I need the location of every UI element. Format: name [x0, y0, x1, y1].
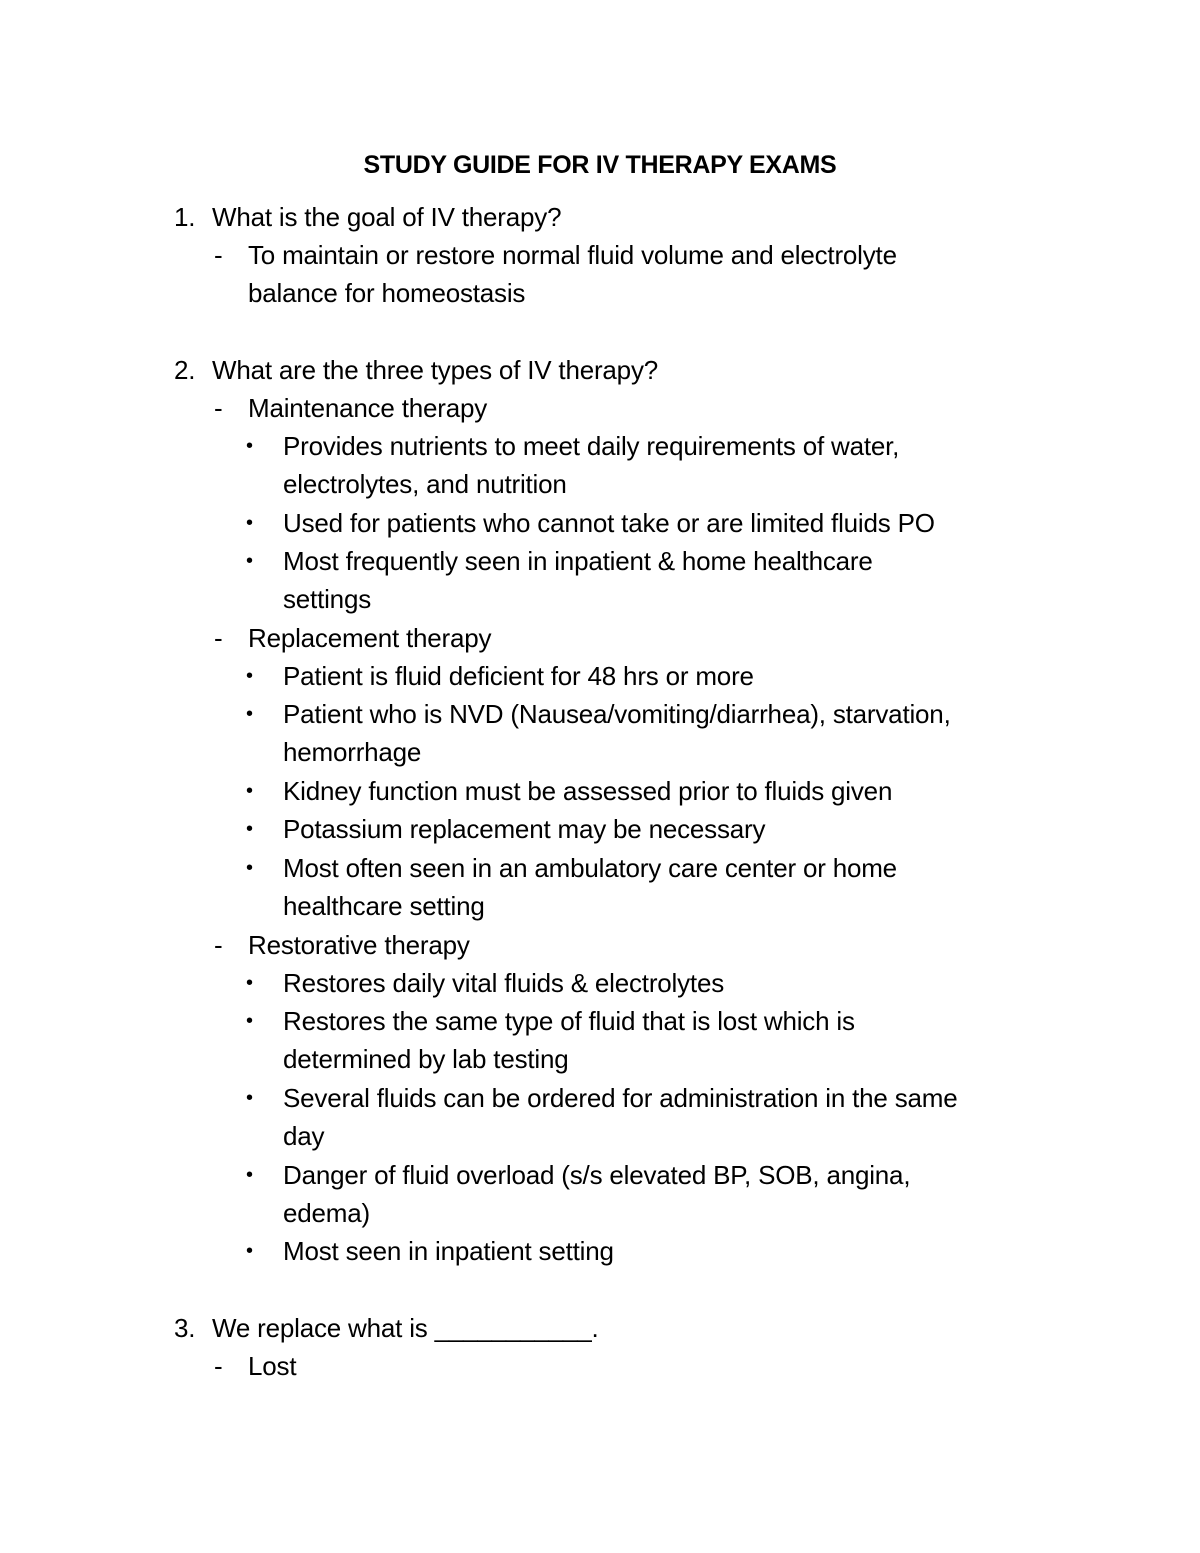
- bullet-text: electrolytes, and nutrition: [283, 469, 567, 499]
- answer-text: balance for homeostasis: [248, 278, 526, 308]
- question-text: What is the goal of IV therapy?: [212, 202, 562, 232]
- bullet-text: Kidney function must be assessed prior to fluids given: [283, 776, 893, 806]
- question-number: 3.: [174, 1313, 196, 1343]
- bullet-text: healthcare setting: [283, 891, 485, 921]
- bullet-icon: •: [246, 1087, 254, 1109]
- therapy-type-label: Maintenance therapy: [248, 393, 488, 423]
- answer-dash: -: [214, 930, 223, 960]
- bullet-text: Several fluids can be ordered for administration in the same: [283, 1083, 958, 1113]
- bullet-icon: •: [246, 703, 254, 725]
- bullet-icon: •: [246, 857, 254, 879]
- therapy-type-label: Replacement therapy: [248, 623, 492, 653]
- question-number: 1.: [174, 202, 196, 232]
- document-title: STUDY GUIDE FOR IV THERAPY EXAMS: [363, 151, 837, 179]
- bullet-icon: •: [246, 550, 254, 572]
- question-number: 2.: [174, 355, 196, 385]
- bullet-icon: •: [246, 972, 254, 994]
- bullet-text: settings: [283, 584, 372, 614]
- therapy-type-label: Restorative therapy: [248, 930, 470, 960]
- bullet-text: Provides nutrients to meet daily requirements of water,: [283, 431, 900, 461]
- bullet-text: Restores the same type of fluid that is lost which is: [283, 1006, 855, 1036]
- bullet-text: edema): [283, 1198, 370, 1228]
- bullet-text: day: [283, 1121, 325, 1151]
- bullet-text: Patient who is NVD (Nausea/vomiting/diarrhea), starvation,: [283, 699, 951, 729]
- bullet-icon: •: [246, 1010, 254, 1032]
- bullet-text: Most frequently seen in inpatient & home healthcare: [283, 546, 873, 576]
- bullet-text: Used for patients who cannot take or are limited fluids PO: [283, 508, 935, 538]
- answer-dash: -: [214, 393, 223, 423]
- bullet-icon: •: [246, 435, 254, 457]
- bullet-icon: •: [246, 1240, 254, 1262]
- bullet-text: hemorrhage: [283, 737, 422, 767]
- answer-text: Lost: [248, 1351, 297, 1381]
- answer-dash: -: [214, 623, 223, 653]
- bullet-text: Danger of fluid overload (s/s elevated BP, SOB, angina,: [283, 1160, 911, 1190]
- bullet-icon: •: [246, 1164, 254, 1186]
- bullet-icon: •: [246, 818, 254, 840]
- bullet-text: Most often seen in an ambulatory care center or home: [283, 853, 897, 883]
- bullet-text: determined by lab testing: [283, 1044, 569, 1074]
- bullet-icon: •: [246, 780, 254, 802]
- bullet-text: Restores daily vital fluids & electrolytes: [283, 968, 725, 998]
- question-text: What are the three types of IV therapy?: [212, 355, 659, 385]
- answer-dash: -: [214, 1351, 223, 1381]
- answer-text: To maintain or restore normal fluid volume and electrolyte: [248, 240, 897, 270]
- answer-dash: -: [214, 240, 223, 270]
- bullet-text: Patient is fluid deficient for 48 hrs or more: [283, 661, 754, 691]
- bullet-icon: •: [246, 512, 254, 534]
- question-text: We replace what is ___________.: [212, 1313, 599, 1343]
- bullet-icon: •: [246, 665, 254, 687]
- bullet-text: Potassium replacement may be necessary: [283, 814, 766, 844]
- bullet-text: Most seen in inpatient setting: [283, 1236, 614, 1266]
